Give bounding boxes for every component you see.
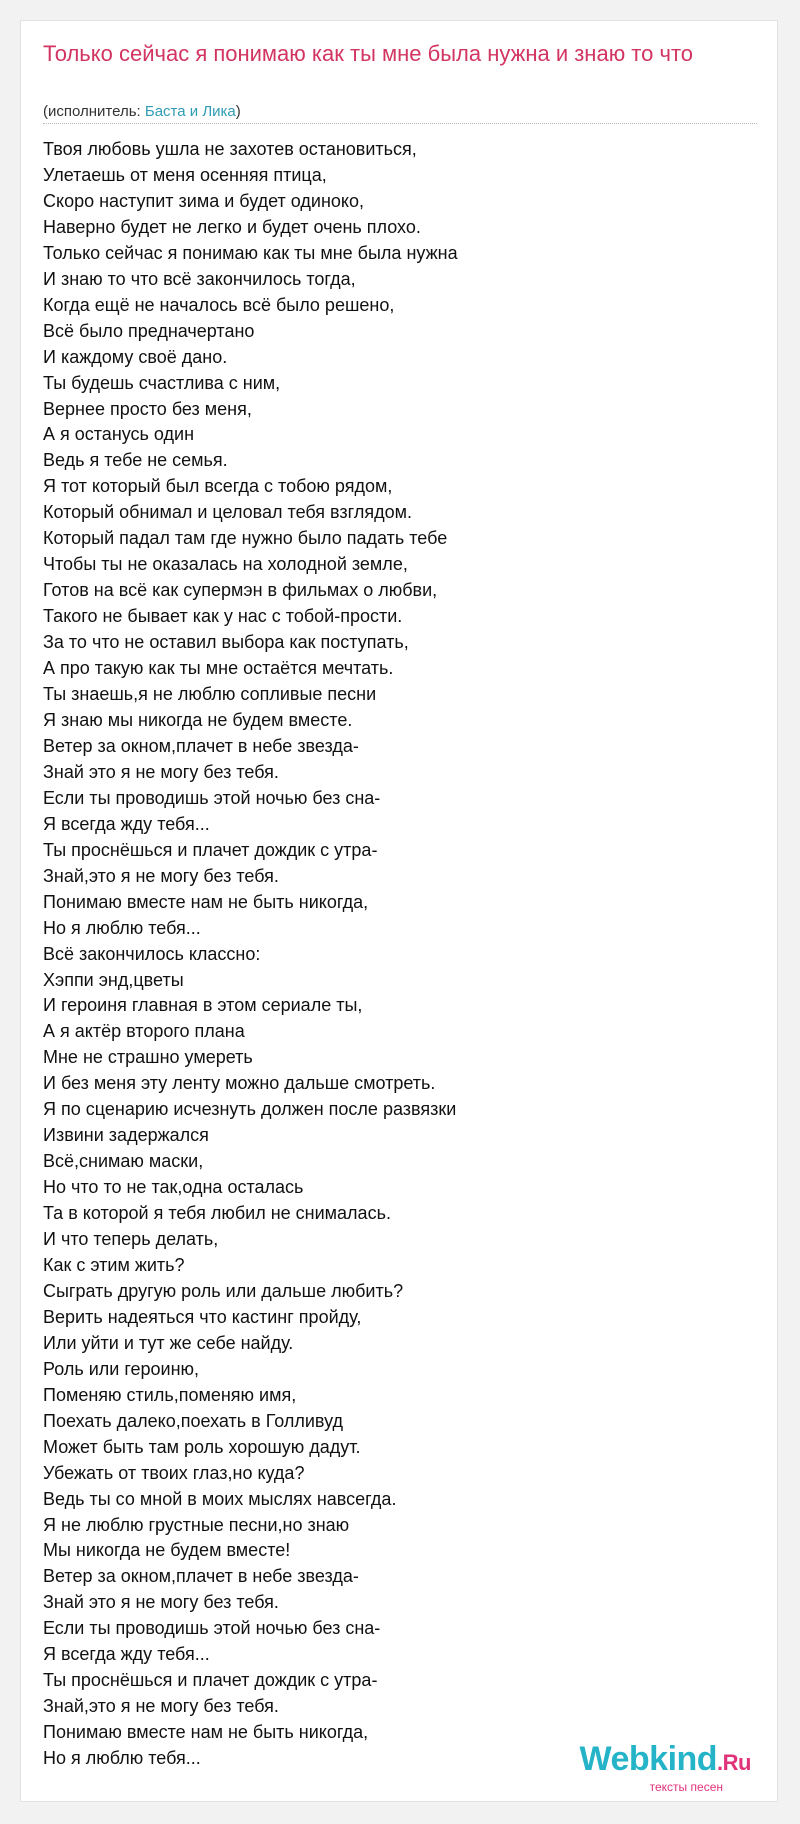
lyrics-card <box>20 20 778 1802</box>
lyric-line: Или уйти и тут же себе найду. <box>43 1332 294 1353</box>
lyric-line: Убежать от твоих глаз,но куда? <box>43 1462 305 1483</box>
lyric-line: Верить надеяться что кастинг пройду, <box>43 1306 362 1327</box>
lyric-line: Готов на всё как супермэн в фильмах о любви, <box>43 580 438 601</box>
lyric-line: Который падал там где нужно было падать тебе <box>43 528 448 549</box>
performer-line <box>43 103 241 121</box>
lyric-line: Хэппи энд,цветы <box>43 969 184 990</box>
lyric-line: Я знаю мы никогда не будем вместе. <box>43 709 353 730</box>
lyric-line: Знай это я не могу без тебя. <box>43 761 279 782</box>
lyric-line: Ты знаешь,я не люблю сопливые песни <box>43 684 377 705</box>
lyric-line: За то что не оставил выбора как поступать, <box>43 632 409 653</box>
lyric-line: Ведь я тебе не семья. <box>43 450 228 471</box>
performer-prefix: (исполнитель: <box>43 103 145 120</box>
lyric-line: Я всегда жду тебя... <box>43 1644 210 1665</box>
lyric-line: А про такую как ты мне остаётся мечтать. <box>43 658 394 679</box>
lyric-line: А я актёр второго плана <box>43 1021 245 1042</box>
lyric-line: Но я люблю тебя... <box>43 917 201 938</box>
lyric-line: Ветер за окном,плачет в небе звезда- <box>43 1566 359 1587</box>
lyric-line: Я тот который был всегда с тобою рядом, <box>43 476 393 497</box>
lyric-line: Наверно будет не легко и будет очень плохо. <box>43 216 421 237</box>
lyric-line: И что теперь делать, <box>43 1229 219 1250</box>
lyric-line: Мы никогда не будем вместе! <box>43 1540 291 1561</box>
lyric-line: Знай,это я не могу без тебя. <box>43 1696 279 1717</box>
lyric-line: Знай,это я не могу без тебя. <box>43 865 279 886</box>
lyric-line: Поехать далеко,поехать в Голливуд <box>43 1410 343 1431</box>
lyric-line: Если ты проводишь этой ночью без сна- <box>43 1618 381 1639</box>
performer-link[interactable]: Баста и Лика <box>144 103 236 120</box>
lyric-line: А я останусь один <box>43 424 195 445</box>
lyric-line: Может быть там роль хорошую дадут. <box>43 1436 361 1457</box>
lyric-line: Та в которой я тебя любил не снималась. <box>43 1203 391 1224</box>
lyric-line: Как с этим жить? <box>43 1254 185 1275</box>
lyric-line: И знаю то что всё закончилось тогда, <box>43 268 356 289</box>
lyric-line: Вернее просто без меня, <box>43 398 252 419</box>
lyric-line: Но я люблю тебя... <box>43 1748 201 1769</box>
lyric-line: Ты проснёшься и плачет дождик с утра- <box>43 1670 378 1691</box>
logo-name: Webkind <box>579 1740 718 1778</box>
lyric-line: Чтобы ты не оказалась на холодной земле, <box>43 554 408 575</box>
lyric-line: И героиня главная в этом сериале ты, <box>43 995 363 1016</box>
logo-tagline: тексты песен <box>649 1780 723 1794</box>
lyric-line: Поменяю стиль,поменяю имя, <box>43 1384 297 1405</box>
lyric-line: Который обнимал и целовал тебя взглядом. <box>43 502 412 523</box>
lyric-line: Я по сценарию исчезнуть должен после развязки <box>43 1099 457 1120</box>
lyric-line: И каждому своё дано. <box>43 346 228 367</box>
logo-wordmark <box>580 1741 752 1781</box>
logo-tld: .Ru <box>717 1750 751 1775</box>
lyric-line: Улетаешь от меня осенняя птица, <box>43 164 327 185</box>
lyric-line: Я не люблю грустные песни,но знаю <box>43 1514 350 1535</box>
lyric-line: Всё закончилось классно: <box>43 943 261 964</box>
performer-suffix: ) <box>235 103 241 120</box>
song-title: Только сейчас я понимаю как ты мне была нужна и знаю то что <box>43 41 694 66</box>
lyric-line: Извини задержался <box>43 1125 209 1146</box>
site-logo[interactable] <box>580 1741 752 1793</box>
lyric-line: Такого не бывает как у нас с тобой-прости. <box>43 606 403 627</box>
lyric-line: Я всегда жду тебя... <box>43 813 210 834</box>
lyric-line: Всё,снимаю маски, <box>43 1151 204 1172</box>
lyric-line: Ветер за окном,плачет в небе звезда- <box>43 735 359 756</box>
lyric-line: И без меня эту ленту можно дальше смотреть. <box>43 1073 436 1094</box>
title-divider <box>43 123 757 124</box>
lyric-line: Ты будешь счастлива с ним, <box>43 372 281 393</box>
lyric-line: Мне не страшно умереть <box>43 1047 253 1068</box>
lyric-line: Роль или героиню, <box>43 1358 200 1379</box>
lyric-line: Ты проснёшься и плачет дождик с утра- <box>43 839 378 860</box>
lyric-line: Скоро наступит зима и будет одиноко, <box>43 190 364 211</box>
lyric-line: Если ты проводишь этой ночью без сна- <box>43 787 381 808</box>
lyric-line: Понимаю вместе нам не быть никогда, <box>43 891 369 912</box>
lyric-line: Только сейчас я понимаю как ты мне была нужна <box>43 242 458 263</box>
lyric-line: Когда ещё не началось всё было решено, <box>43 294 395 315</box>
lyric-line: Понимаю вместе нам не быть никогда, <box>43 1722 369 1743</box>
lyrics-text <box>43 137 763 1772</box>
lyric-line: Всё было предначертано <box>43 320 255 341</box>
lyric-line: Но что то не так,одна осталась <box>43 1177 304 1198</box>
lyric-line: Знай это я не могу без тебя. <box>43 1592 279 1613</box>
lyric-line: Ведь ты со мной в моих мыслях навсегда. <box>43 1488 397 1509</box>
lyric-line: Сыграть другую роль или дальше любить? <box>43 1280 404 1301</box>
lyric-line: Твоя любовь ушла не захотев остановиться, <box>43 139 417 159</box>
